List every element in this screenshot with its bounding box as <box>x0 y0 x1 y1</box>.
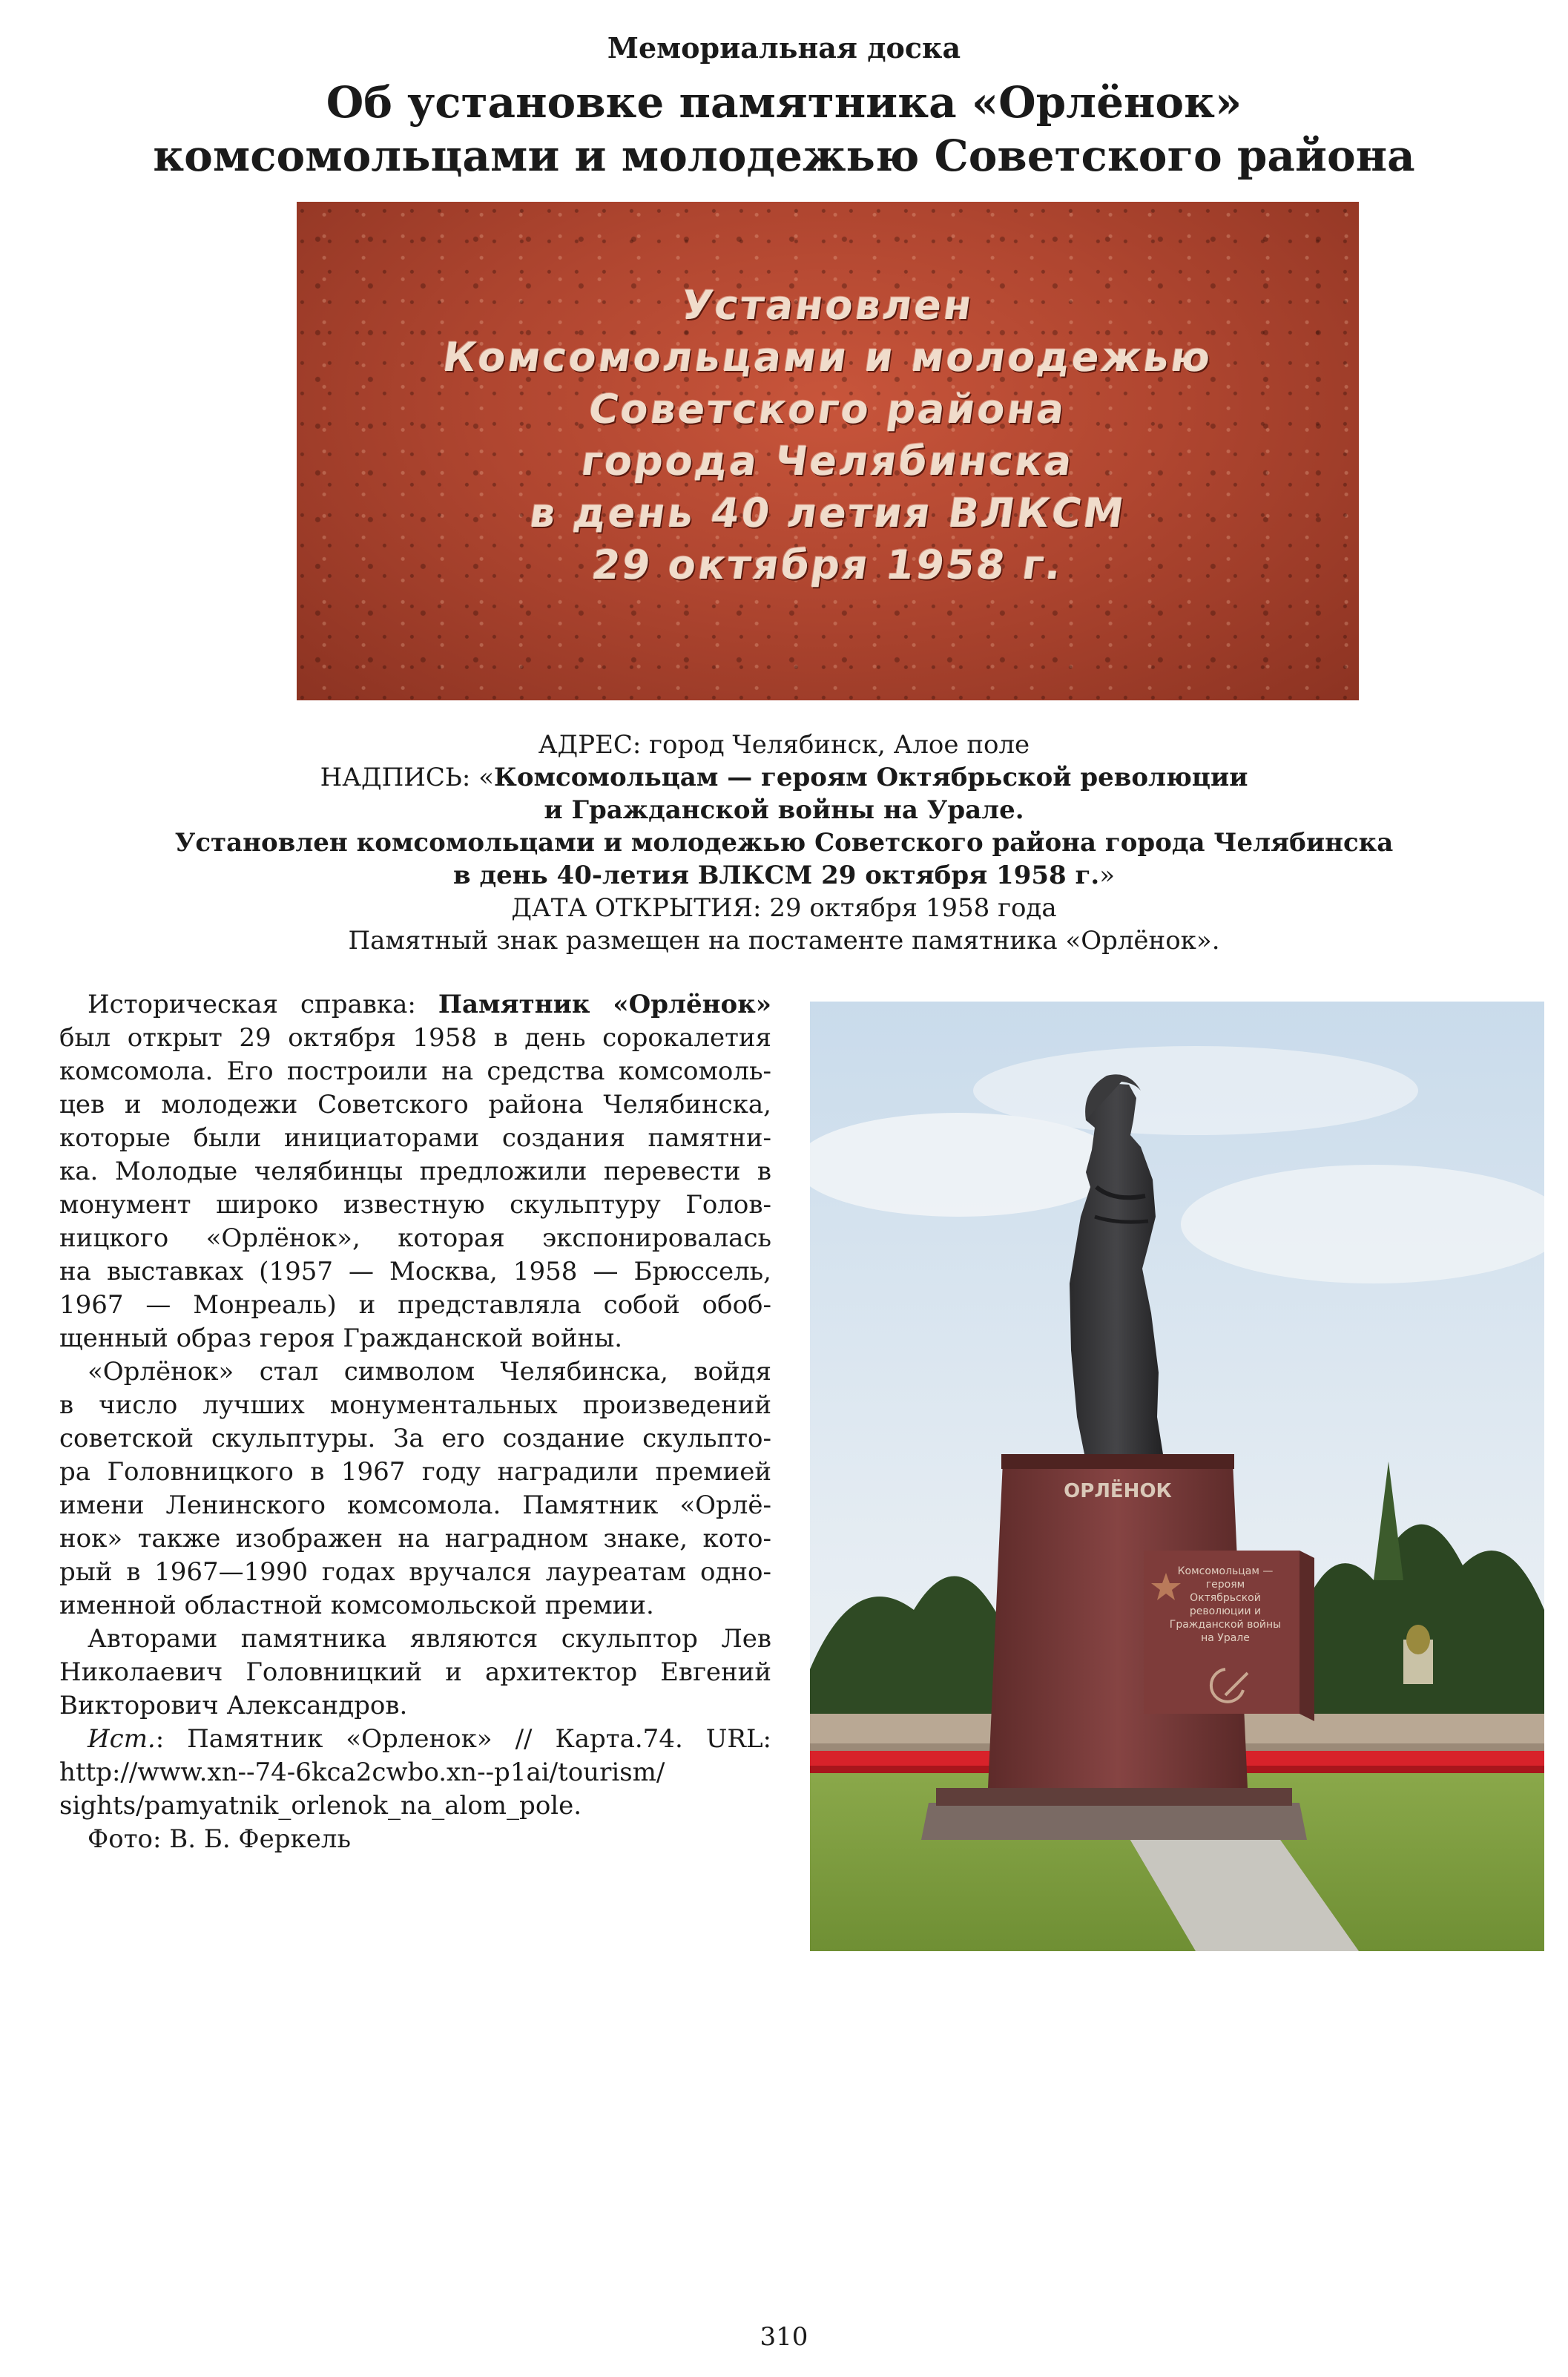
text-line: 1967 — Монреаль) и представляла собой обоб- <box>59 1290 771 1320</box>
opening-date-line <box>0 892 1568 924</box>
inscription-line-4 <box>0 859 1568 892</box>
text-line: Викторович Александров. <box>59 1691 408 1720</box>
text-line: нок» также изображен на наградном знаке, кото- <box>59 1524 771 1554</box>
plaque-photo <box>297 202 1359 700</box>
source-line <box>59 1723 771 1756</box>
intro-text: Историческая справка: <box>88 990 438 1019</box>
text-line: «Орлёнок» стал символом Челябинска, войдя <box>88 1357 771 1387</box>
plate-text: на Урале <box>1201 1632 1250 1644</box>
plaque-text-line: в день 40 летия ВЛКСМ <box>527 490 1129 536</box>
text-line <box>59 988 771 1022</box>
text-line: цев и молодежи Советского района Челябинска, <box>59 1090 771 1120</box>
source-url-line: sights/pamyatnik_orlenok_na_alom_pole. <box>59 1791 582 1821</box>
plaque-text-line: города Челябинска <box>578 438 1078 484</box>
text-line: которые были инициаторами создания памятни- <box>59 1123 771 1153</box>
plate-text: революции и <box>1189 1605 1262 1617</box>
text-line: на выставках (1957 — Москва, 1958 — Брюссель, <box>59 1257 771 1286</box>
text-line: комсомола. Его построили на средства комсомоль- <box>59 1056 771 1086</box>
text-line: в число лучших монументальных произведений <box>59 1390 771 1420</box>
monument-name-bold: Памятник «Орлёнок» <box>438 990 772 1019</box>
plate-text: героям <box>1205 1579 1245 1591</box>
text-line: ницкого «Орлёнок», которая экспонировалась <box>59 1223 771 1253</box>
inscription-line-2: и Гражданской войны на Урале. <box>544 795 1024 825</box>
plaque-text-line: Советского района <box>585 386 1070 433</box>
inscription-line-1 <box>0 761 1568 794</box>
plate-text: Комсомольцам — <box>1177 1565 1274 1577</box>
inscription-text: Комсомольцам — героям Октябрьской революции <box>493 763 1248 792</box>
inscription-label: НАДПИСЬ: « <box>320 763 494 792</box>
inscription-text: в день 40-летия ВЛКСМ 29 октября 1958 г. <box>452 861 1100 890</box>
plaque-text-line: Комсомольцами и молодежью <box>440 334 1216 381</box>
monument-photo-drawing <box>810 1002 1544 1951</box>
monument-photo <box>810 1002 1544 1951</box>
source-label: Ист. <box>88 1724 156 1754</box>
text-line: Николаевич Головницкий и архитектор Евгений <box>59 1657 771 1687</box>
text-line: был открыт 29 октября 1958 в день сорокалетия <box>59 1023 771 1053</box>
address-label: АДРЕС: <box>538 730 642 760</box>
text-line: имени Ленинского комсомола. Памятник «Орлё- <box>59 1490 771 1520</box>
historical-note <box>59 988 771 1856</box>
plaque-text-line: Установлен <box>678 282 978 329</box>
page-title-line-2: комсомольцами и молодежью Советского района <box>153 131 1415 181</box>
page-number: 310 <box>760 2322 808 2352</box>
text-line: щенный образ героя Гражданской войны. <box>59 1324 623 1353</box>
text-line: ка. Молодые челябинцы предложили перевести в <box>59 1157 771 1186</box>
source-text: : Памятник «Орленок» // Карта.74. URL: <box>155 1724 771 1754</box>
text-line: именной областной комсомольской премии. <box>59 1591 654 1620</box>
text-line: монумент широко известную скульптуру Голов- <box>59 1190 771 1220</box>
plaque-text-line: 29 октября 1958 г. <box>588 542 1067 588</box>
page-title-line-1: Об установке памятника «Орлёнок» <box>326 77 1242 128</box>
plate-text: Октябрьской <box>1190 1592 1261 1604</box>
text-line: ра Головницкого в 1967 году наградили премией <box>59 1457 771 1487</box>
pedestal-name: ОРЛЁНОК <box>1064 1480 1172 1502</box>
text-line: советской скульптуры. За его создание скульпто- <box>59 1424 771 1453</box>
header-kicker: Мемориальная доска <box>607 31 961 65</box>
address-line <box>0 729 1568 761</box>
inscription-line-3: Установлен комсомольцами и молодежью Советского района города Челябинска <box>174 828 1394 858</box>
plate-text: Гражданской войны <box>1169 1619 1282 1631</box>
placement-note: Памятный знак размещен на постаменте памятника «Орлёнок». <box>348 926 1220 956</box>
text-line: Авторами памятника являются скульптор Лев <box>88 1624 771 1654</box>
source-url-line: http://www.xn--74-6kca2cwbo.xn--p1ai/tourism/ <box>59 1758 665 1787</box>
opening-label: ДАТА ОТКРЫТИЯ: <box>511 893 762 923</box>
address-value: город Челябинск, Алое поле <box>649 730 1030 760</box>
opening-value: 29 октября 1958 года <box>769 893 1057 923</box>
inscription-close: » <box>1099 861 1115 890</box>
text-line: рый в 1967—1990 годах вручался лауреатам одно- <box>59 1557 771 1587</box>
photo-credit: Фото: В. Б. Феркель <box>88 1824 352 1854</box>
